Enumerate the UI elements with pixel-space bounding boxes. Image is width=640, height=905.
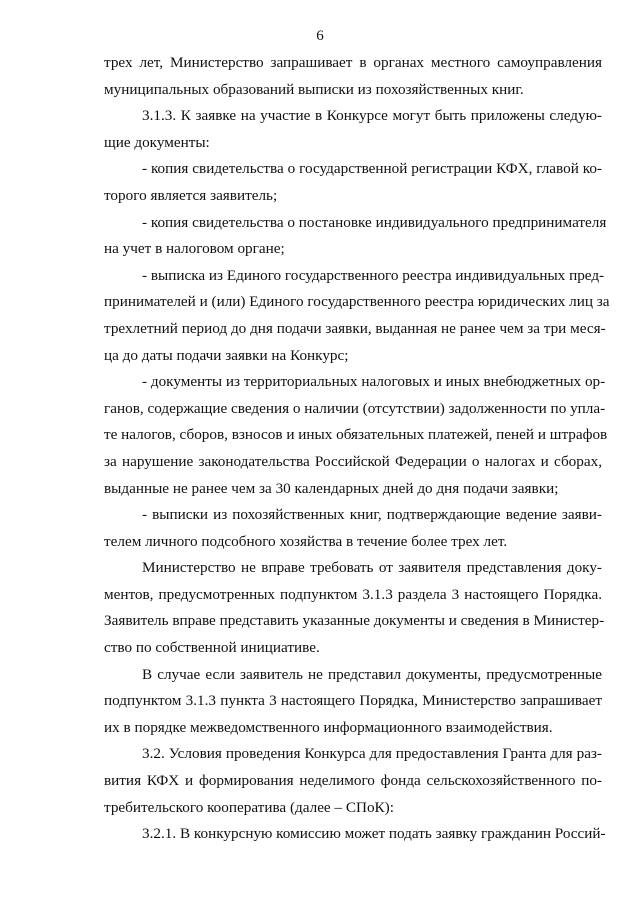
text-line: - копия свидетельства о государственной регистрации КФХ, главой ко-	[142, 160, 602, 178]
paragraph	[104, 156, 602, 209]
text-line: трех лет, Министерство запрашивает в органах местного самоуправления	[104, 54, 602, 71]
paragraph	[104, 263, 610, 369]
paragraph	[104, 555, 605, 661]
text-line: принимателей и (или) Единого государственного реестра юридических лиц за	[104, 293, 610, 311]
text-line: требительского кооператива (далее – СПоК):	[104, 798, 394, 816]
text-line: Заявитель вправе представить указанные документы и сведения в Министер-	[104, 612, 605, 630]
text-line: - выписка из Единого государственного реестра индивидуальных пред-	[142, 266, 605, 284]
text-line: ганов, содержащие сведения о наличии (отсутствии) задолженности по упла-	[104, 399, 606, 417]
text-line: Министерство не вправе требовать от заявителя представления доку-	[142, 559, 602, 577]
text-line: - документы из территориальных налоговых и иных внебюджетных ор-	[142, 373, 606, 391]
paragraph	[104, 741, 602, 821]
text-line: телем личного подсобного хозяйства в течение более трех лет.	[104, 532, 508, 550]
document-body	[104, 50, 610, 848]
paragraph	[104, 103, 602, 156]
text-line: щие документы:	[104, 133, 210, 151]
text-line: ство по собственной инициативе.	[104, 639, 320, 657]
text-line: трехлетний период до дня подачи заявки, выданная не ранее чем за три меся-	[104, 319, 606, 337]
paragraph	[104, 662, 602, 742]
paragraph	[104, 50, 602, 103]
text-line: муниципальных образований выписки из похозяйственных книг.	[104, 80, 524, 98]
text-line: 3.2. Условия проведения Конкурса для предоставления Гранта для раз-	[142, 745, 602, 763]
text-line: 3.2.1. В конкурсную комиссию может подать заявку гражданин Россий-	[142, 825, 606, 843]
paragraph	[104, 502, 602, 555]
text-line: за нарушение законодательства Российской Федерации о налогах и сборах,	[104, 452, 602, 470]
text-line: ца до даты подачи заявки на Конкурс;	[104, 346, 349, 364]
text-line: их в порядке межведомственного информационного взаимодействия.	[104, 718, 553, 736]
text-line: на учет в налоговом органе;	[104, 240, 285, 258]
text-line: торого является заявитель;	[104, 186, 278, 204]
text-line: ментов, предусмотренных подпунктом 3.1.3 раздела 3 настоящего Порядка.	[104, 585, 602, 603]
text-line: выданные не ранее чем за 30 календарных дней до дня подачи заявки;	[104, 479, 559, 497]
page-number: 6	[316, 28, 324, 44]
paragraph	[104, 821, 606, 848]
text-line: вития КФХ и формирования неделимого фонда сельскохозяйственного по-	[104, 772, 602, 790]
text-line: те налогов, сборов, взносов и иных обязательных платежей, пеней и штрафов	[104, 426, 608, 444]
text-line: - выписки из похозяйственных книг, подтверждающие ведение заяви-	[142, 506, 602, 524]
text-line: - копия свидетельства о постановке индивидуального предпринимателя	[142, 213, 607, 231]
text-line: 3.1.3. К заявке на участие в Конкурсе могут быть приложены следую-	[142, 107, 602, 125]
paragraph	[104, 369, 608, 502]
text-line: подпунктом 3.1.3 пункта 3 настоящего Порядка, Министерство запрашивает	[104, 692, 602, 710]
paragraph	[104, 210, 607, 263]
text-line: В случае если заявитель не представил документы, предусмотренные	[142, 665, 602, 683]
